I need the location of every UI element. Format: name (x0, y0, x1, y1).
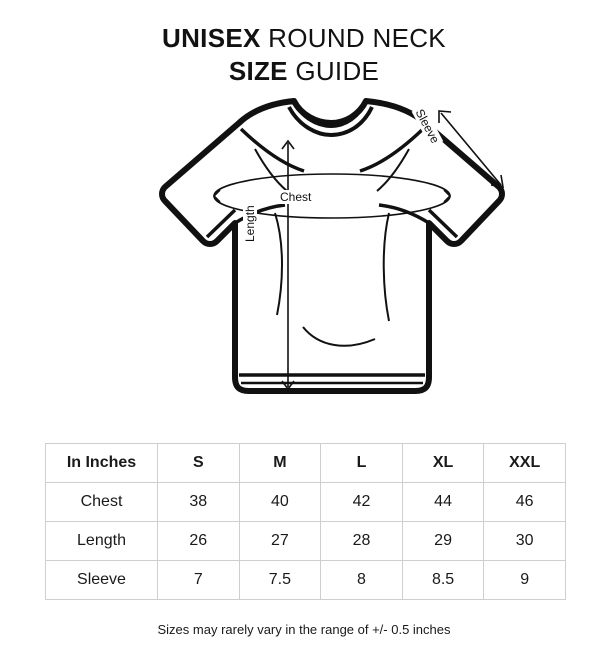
cell-length-xl: 29 (402, 522, 484, 561)
cell-chest-s: 38 (158, 483, 240, 522)
cell-sleeve-l: 8 (321, 561, 403, 600)
size-table (45, 443, 566, 600)
table-row (46, 522, 566, 561)
title-line-2 (0, 55, 608, 88)
column-header-s: S (158, 444, 240, 483)
row-label-sleeve: Sleeve (46, 561, 158, 600)
title-line-1 (0, 22, 608, 55)
cell-sleeve-m: 7.5 (239, 561, 321, 600)
size-table-wrapper (45, 443, 565, 600)
cell-length-xxl: 30 (484, 522, 566, 561)
title-line-1-rest: ROUND NECK (260, 23, 446, 53)
column-header-xxl: XXL (484, 444, 566, 483)
cell-chest-xxl: 46 (484, 483, 566, 522)
table-header-row (46, 444, 566, 483)
cell-chest-xl: 44 (402, 483, 484, 522)
cell-sleeve-s: 7 (158, 561, 240, 600)
title-line-1-strong: UNISEX (162, 23, 261, 53)
tshirt-diagram (0, 95, 608, 425)
chest-label: Chest (277, 190, 314, 204)
length-label: Length (243, 202, 257, 245)
cell-sleeve-xxl: 9 (484, 561, 566, 600)
cell-chest-m: 40 (239, 483, 321, 522)
table-row (46, 561, 566, 600)
cell-sleeve-xl: 8.5 (402, 561, 484, 600)
row-label-length: Length (46, 522, 158, 561)
page-title (0, 0, 608, 89)
cell-length-s: 26 (158, 522, 240, 561)
cell-length-l: 28 (321, 522, 403, 561)
column-header-m: M (239, 444, 321, 483)
title-line-2-strong: SIZE (228, 56, 288, 87)
tshirt-icon (89, 95, 519, 415)
cell-chest-l: 42 (321, 483, 403, 522)
sleeve-label: Sleeve (412, 106, 443, 146)
column-header-l: L (321, 444, 403, 483)
cell-length-m: 27 (239, 522, 321, 561)
footnote: Sizes may rarely vary in the range of +/- 0.5 inches (157, 622, 451, 637)
row-label-chest: Chest (46, 483, 158, 522)
column-header-xl: XL (402, 444, 484, 483)
column-header-unit: In Inches (46, 444, 158, 483)
title-line-2-rest: GUIDE (287, 56, 380, 87)
table-row (46, 483, 566, 522)
